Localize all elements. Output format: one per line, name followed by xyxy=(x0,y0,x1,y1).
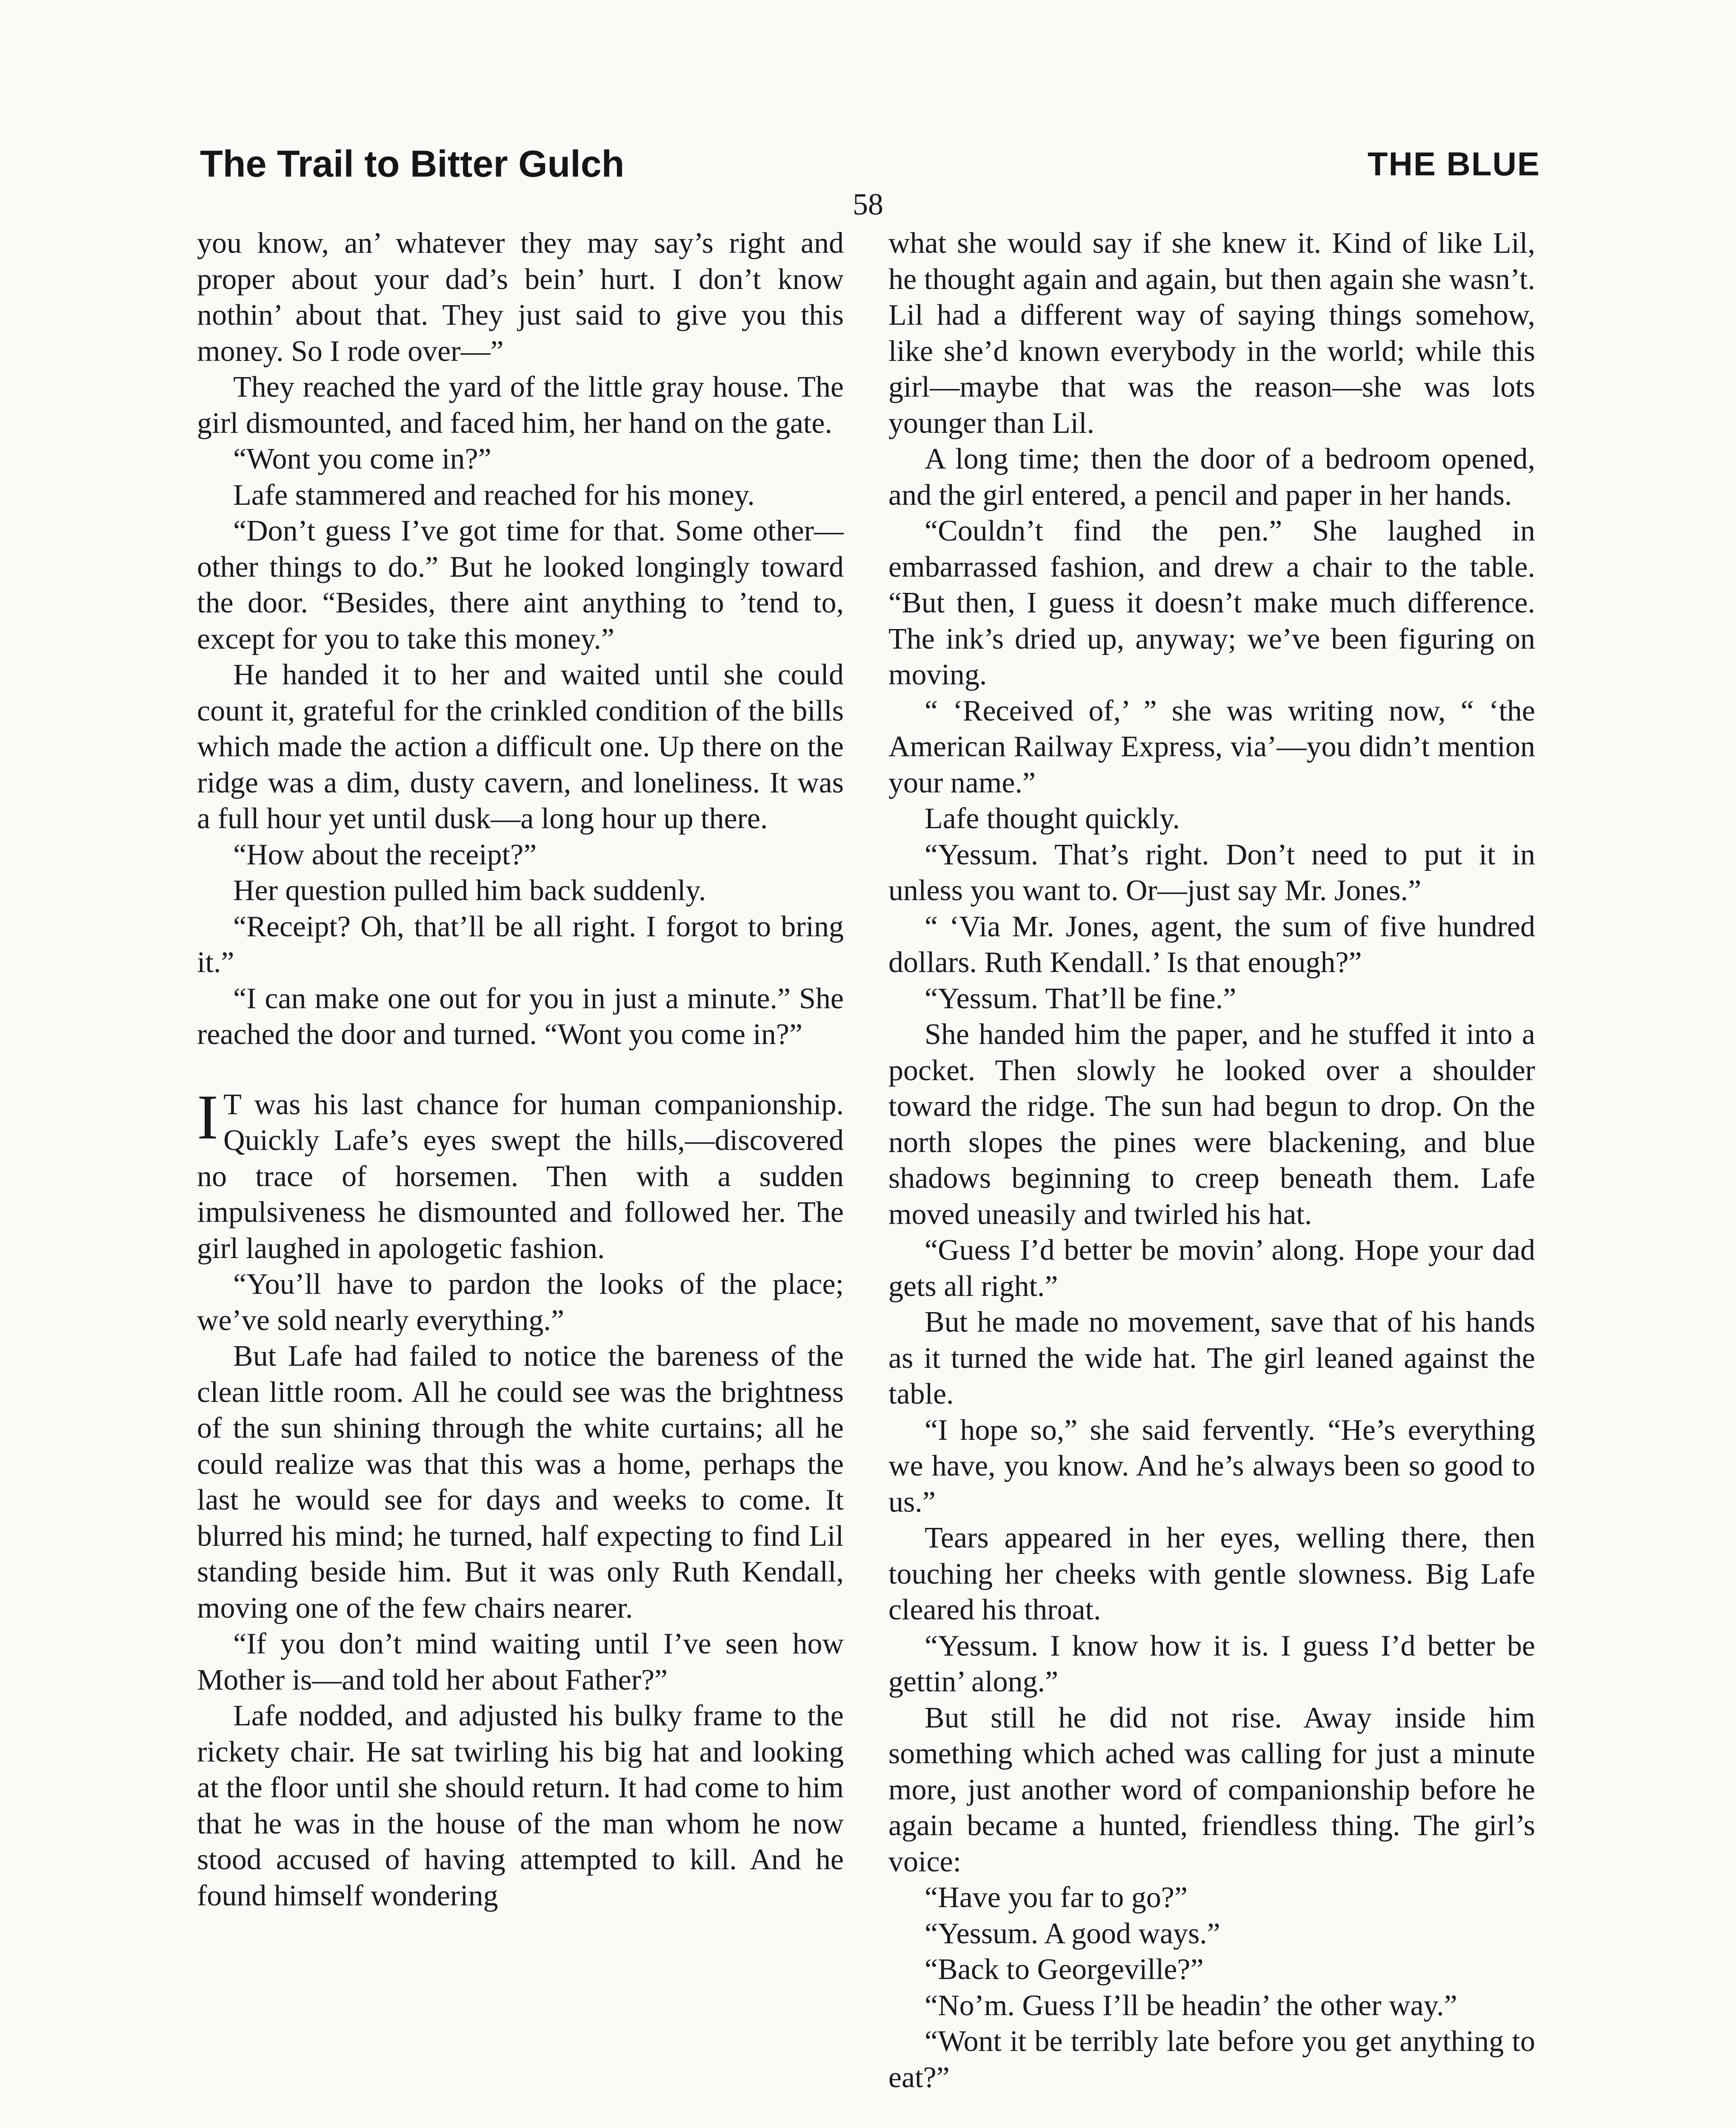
paragraph: “No’m. Guess I’ll be headin’ the other way.” xyxy=(925,1989,1457,2022)
paragraph: Lafe stammered and reached for his money. xyxy=(233,478,755,512)
paragraph: “I can make one out for you in just a minute.” She reached the door and turned. “Wont you come in?” xyxy=(197,982,844,1051)
paragraph: “Yessum. A good ways.” xyxy=(925,1917,1220,1950)
section-paragraph xyxy=(197,1081,844,1267)
paragraph: “Yessum. That’ll be fine.” xyxy=(925,982,1236,1015)
section-text: T was his last chance for human companionship. Quickly Lafe’s eyes swept the hills,—discovered no trace of horsemen. Then with a sudden impulsiveness he dismounted and followed her. The girl laughed in apologetic fashion. xyxy=(197,1088,844,1265)
paragraph: She handed him the paper, and he stuffed it into a pocket. Then slowly he looked over a shoulder toward the ridge. The sun had begun to drop. On the north slopes the pines were blackening, and blue shadows beginning to creep beneath them. Lafe moved uneasily and twirled his hat. xyxy=(888,1018,1535,1231)
paragraph: A long time; then the door of a bedroom opened, and the girl entered, a pencil and paper in her hands. xyxy=(888,443,1535,512)
paragraph: But he made no movement, save that of his hands as it turned the wide hat. The girl leaned against the table. xyxy=(888,1306,1535,1410)
paragraph: “Back to Georgeville?” xyxy=(925,1953,1204,1986)
paragraph: “Couldn’t find the pen.” She laughed in embarrassed fashion, and drew a chair to the table. “But then, I guess it doesn’t make much difference. The ink’s dried up, anyway; we’ve been figuring on moving. xyxy=(888,515,1535,691)
running-title: The Trail to Bitter Gulch xyxy=(200,143,625,185)
magazine-name: THE BLUE xyxy=(1368,145,1540,183)
paragraph: Lafe thought quickly. xyxy=(925,802,1180,835)
paragraph: “I hope so,” she said fervently. “He’s everything we have, you know. And he’s always been so good to us.” xyxy=(888,1413,1535,1519)
paragraph: “How about the receipt?” xyxy=(233,838,537,871)
paragraph: “Wont you come in?” xyxy=(233,443,491,475)
paragraph: “You’ll have to pardon the looks of the place; we’ve sold nearly everything.” xyxy=(197,1268,844,1337)
paragraph: you know, an’ whatever they may say’s right and proper about your dad’s bein’ hurt. I don’t know nothin’ about that. They just said to give you this money. So I rode over—” xyxy=(197,227,844,368)
paragraph: what she would say if she knew it. Kind of like Lil, he thought again and again, but then again she wasn’t. Lil had a different way of saying things somehow, like she’d known everybody in the world; while this girl—maybe that was the reason—she was lots younger than Lil. xyxy=(888,227,1535,440)
left-column xyxy=(197,226,844,2128)
paragraph: “Yessum. That’s right. Don’t need to put it in unless you want to. Or—just say Mr. Jones.” xyxy=(888,838,1535,907)
paragraph: “ ‘Via Mr. Jones, agent, the sum of five hundred dollars. Ruth Kendall.’ Is that enough?” xyxy=(888,910,1535,979)
paragraph: Her question pulled him back suddenly. xyxy=(233,874,706,907)
page-number: 58 xyxy=(853,187,883,221)
paragraph: “Wont it be terribly late before you get anything to eat?” xyxy=(888,2025,1535,2094)
drop-cap: I xyxy=(197,1081,218,1153)
paragraph: “ ‘Received of,’ ” she was writing now, “ ‘the American Railway Express, via’—you didn’t mention your name.” xyxy=(888,694,1535,799)
paragraph: “Don’t guess I’ve got time for that. Some other—other things to do.” But he looked longingly toward the door. “Besides, there aint anything to ’tend to, except for you to take this money.” xyxy=(197,515,844,655)
paragraph: “Guess I’d better be movin’ along. Hope your dad gets all right.” xyxy=(888,1234,1535,1303)
paragraph: “Yessum. I know how it is. I guess I’d better be gettin’ along.” xyxy=(888,1629,1535,1698)
right-column xyxy=(888,226,1535,2128)
paragraph: They reached the yard of the little gray house. The girl dismounted, and faced him, her hand on the gate. xyxy=(197,371,844,440)
paragraph: “Have you far to go?” xyxy=(925,1881,1188,1914)
paragraph: But Lafe had failed to notice the bareness of the clean little room. All he could see was the brightness of the sun shining through the white curtains; all he could realize was that this was a home, perhaps the last he would see for days and weeks to come. It blurred his mind; he turned, half expecting to find Lil standing beside him. But it was only Ruth Kendall, moving one of the few chairs nearer. xyxy=(197,1340,844,1625)
paragraph: Tears appeared in her eyes, welling there, then touching her cheeks with gentle slowness. Big Lafe cleared his throat. xyxy=(888,1522,1535,1626)
paragraph: “Receipt? Oh, that’ll be all right. I forgot to bring it.” xyxy=(197,910,844,979)
paragraph: Lafe nodded, and adjusted his bulky frame to the rickety chair. He sat twirling his big hat and looking at the floor until she should return. It had come to him that he was in the house of the man whom he now stood accused of having attempted to kill. And he found himself wondering xyxy=(197,1699,844,1912)
paragraph: But still he did not rise. Away inside him something which ached was calling for just a minute more, just another word of companionship before he again became a hunted, friendless thing. The girl’s voice: xyxy=(888,1701,1535,1878)
paragraph: “If you don’t mind waiting until I’ve seen how Mother is—and told her about Father?” xyxy=(197,1627,844,1696)
paragraph: He handed it to her and waited until she could count it, grateful for the crinkled condition of the bills which made the action a difficult one. Up there on the ridge was a dim, dusty cavern, and loneliness. It was a full hour yet until dusk—a long hour up there. xyxy=(197,658,844,835)
